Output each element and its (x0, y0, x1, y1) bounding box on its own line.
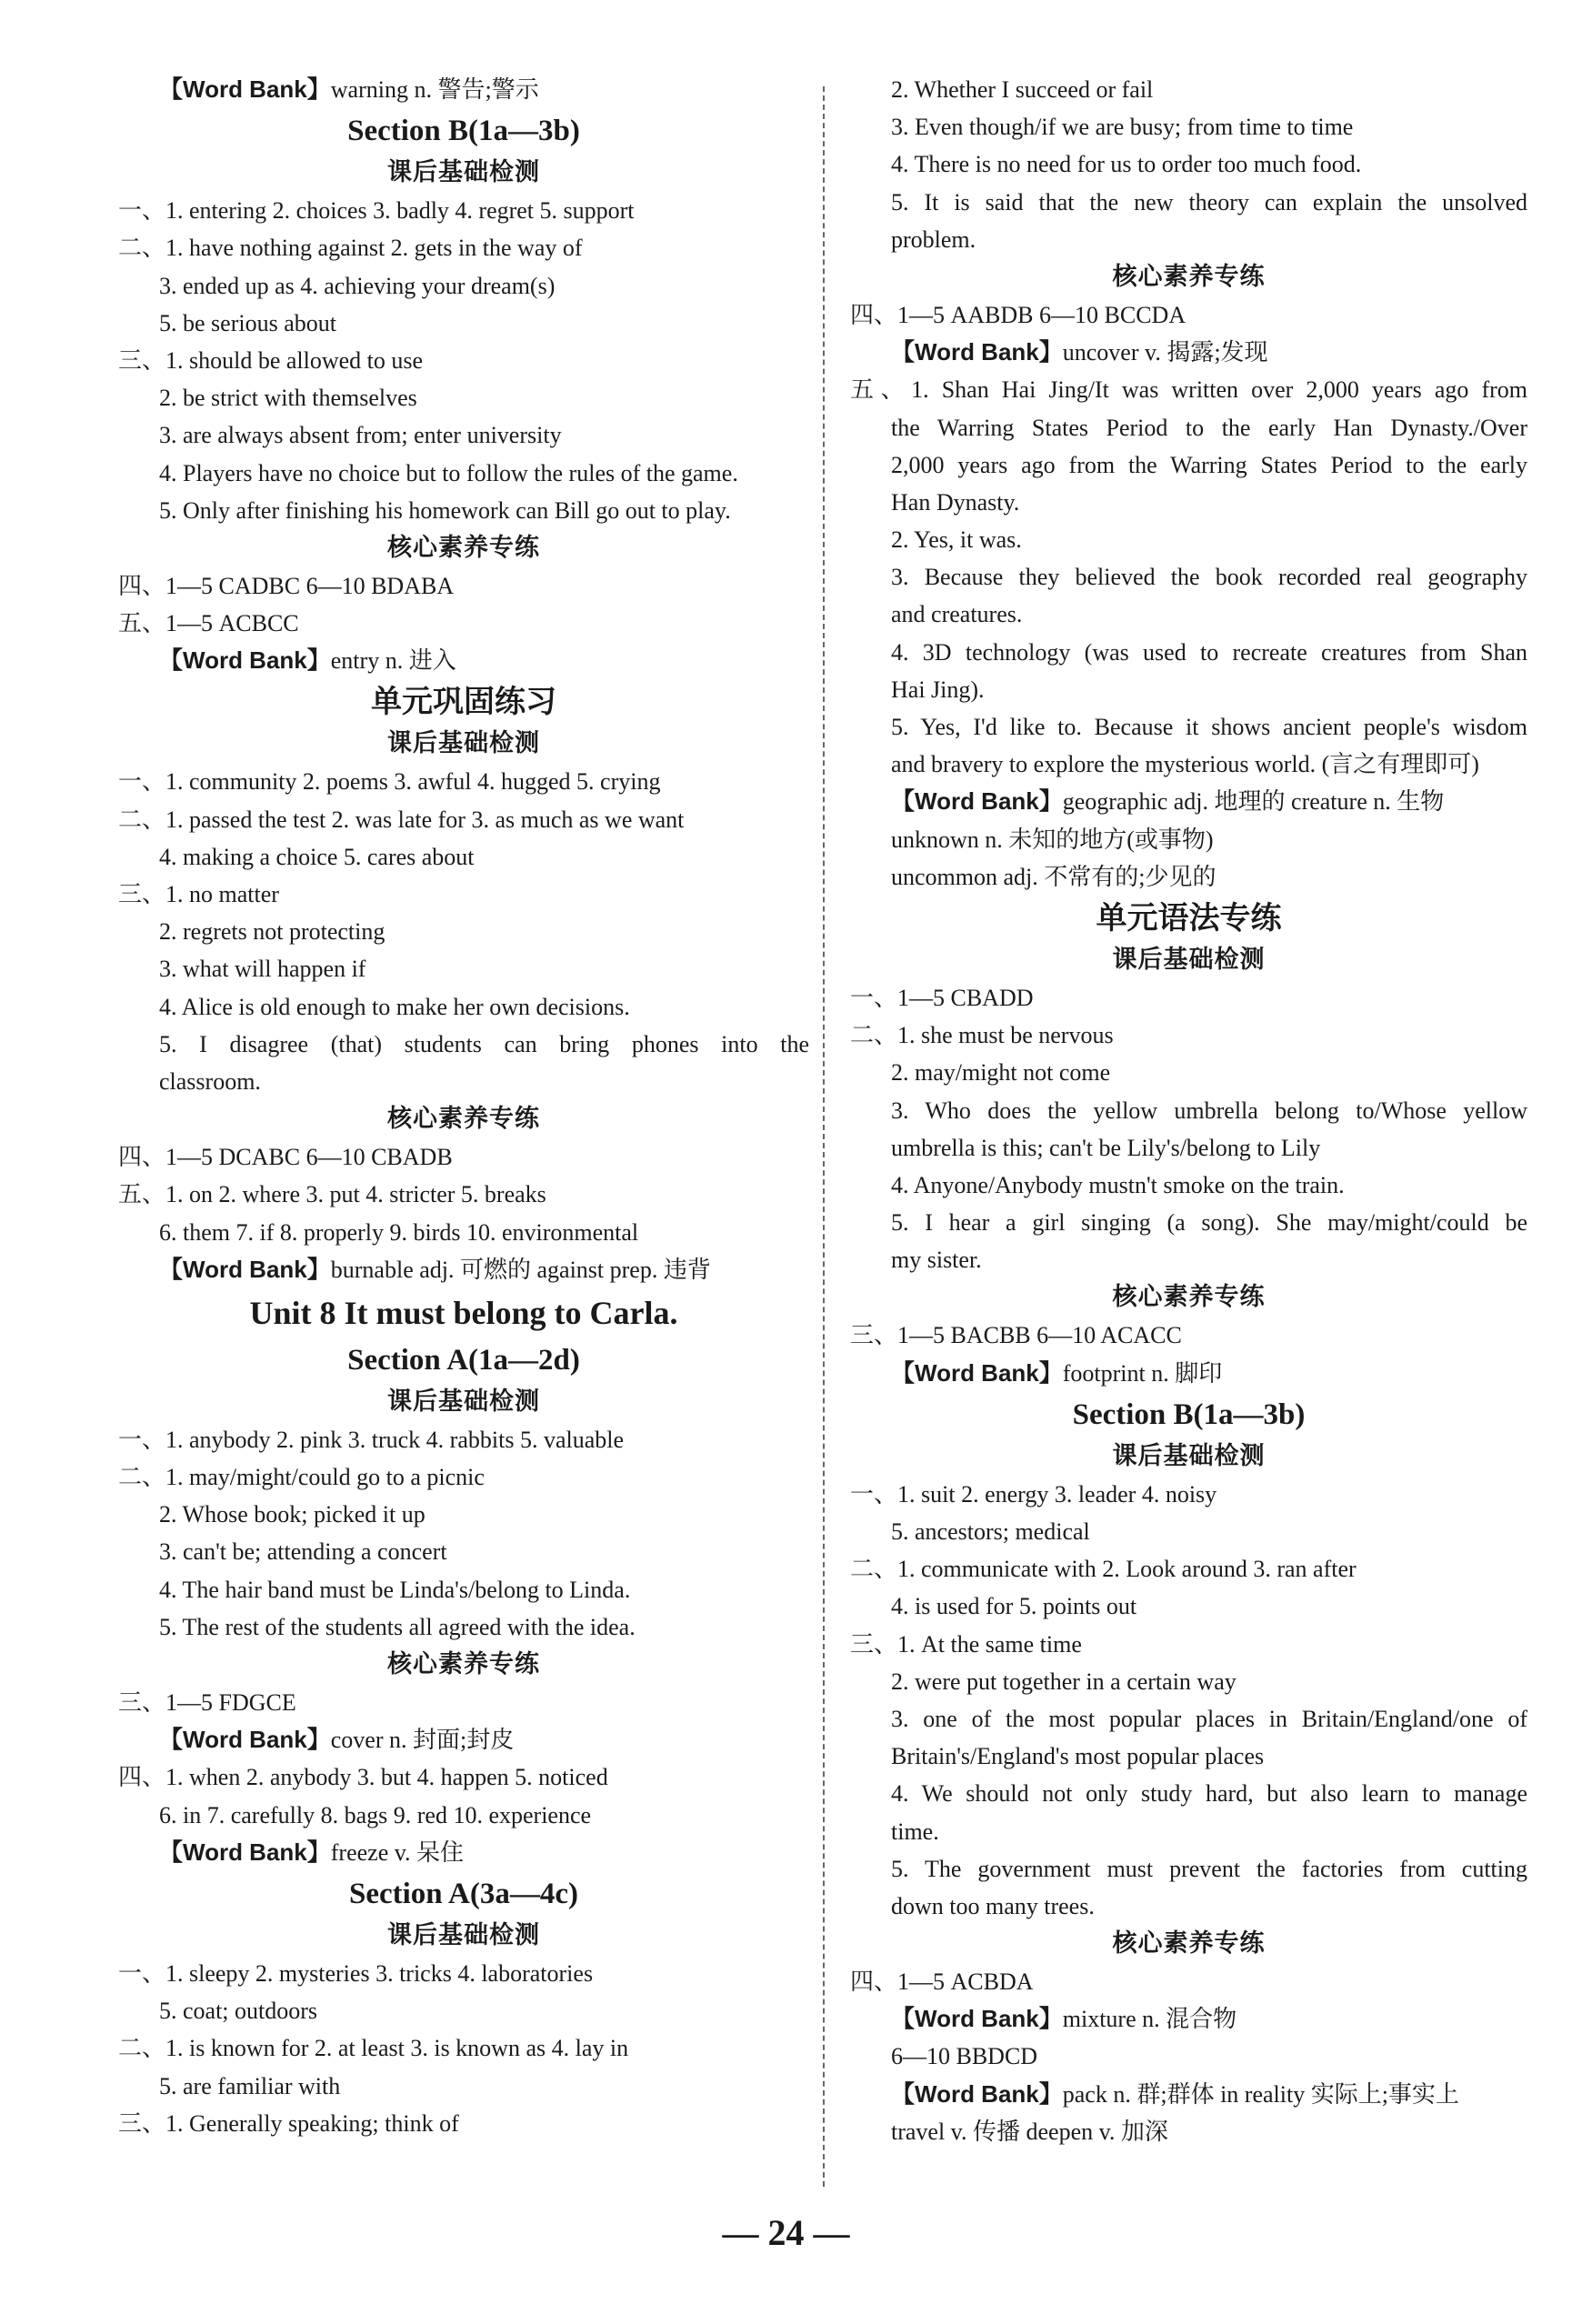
answer-line: 二、1. she must be nervous (850, 1022, 1114, 1049)
word-bank-line (850, 1355, 1527, 1392)
answer-line: Han Dynasty. (891, 488, 1020, 516)
subsection-heading: 核心素养专练 (387, 533, 540, 562)
answer-line: 2. regrets not protecting (159, 918, 385, 946)
answer-line: 二、1. is known for 2. at least 3. is known as 4. lay in (118, 2035, 629, 2062)
answer-line: 6. them 7. if 8. properly 9. birds 10. environmental (159, 1218, 639, 1246)
word-bank-text: entry n. 进入 (330, 647, 456, 675)
word-bank-tag: 【Word Bank】 (159, 75, 331, 103)
answer-line: 3. Even though/if we are busy; from time to time (891, 114, 1354, 141)
answer-line: 五、1. on 2. where 3. put 4. stricter 5. breaks (118, 1181, 546, 1208)
subsection-heading: 核心素养专练 (387, 1650, 540, 1678)
answer-line: and creatures. (891, 601, 1023, 628)
subsection-heading: 课后基础检测 (387, 158, 540, 187)
answer-line: classroom. (159, 1067, 261, 1095)
word-bank-tag: 【Word Bank】 (159, 1726, 331, 1754)
answer-line: 4. Alice is old enough to make her own decisions. (159, 993, 630, 1020)
answer-line: 5. It is said that the new theory can explain the unsolved (891, 188, 1527, 215)
answer-line: 2. may/might not come (891, 1059, 1111, 1087)
answer-line: the Warring States Period to the early Han Dynasty./Over (891, 414, 1527, 441)
word-bank-text: mixture n. 混合物 (1062, 2006, 1237, 2033)
section-heading: Section A(1a—2d) (347, 1343, 580, 1377)
answer-line: 四、1—5 DCABC 6—10 CBADB (118, 1144, 453, 1171)
answer-line: time. (891, 1818, 939, 1845)
word-bank-line: uncommon adj. 不常有的;少见的 (891, 863, 1217, 890)
word-bank-tag: 【Word Bank】 (159, 646, 331, 675)
answer-line: 五、1—5 ACBCC (118, 610, 299, 637)
answer-line: 四、1. when 2. anybody 3. but 4. happen 5. noticed (118, 1764, 608, 1791)
answer-line: 二、1. communicate with 2. Look around 3. ran after (850, 1556, 1357, 1583)
subsection-heading: 核心素养专练 (387, 1105, 540, 1134)
word-bank-text: warning n. 警告;警示 (330, 76, 539, 103)
word-bank-text: uncover v. 揭露;发现 (1062, 339, 1268, 366)
answer-line: 4. Players have no choice but to follow the rules of the game. (159, 459, 738, 486)
answer-line: 3. Who does the yellow umbrella belong to/Whose yellow (891, 1097, 1527, 1124)
answer-line: 2,000 years ago from the Warring States Period to the early (891, 451, 1527, 478)
word-bank-text: footprint n. 脚印 (1062, 1359, 1223, 1387)
left-column (118, 71, 809, 2142)
subsection-heading: 课后基础检测 (387, 1920, 540, 1949)
section-heading: 单元语法专练 (1096, 899, 1282, 937)
answer-line: 4. is used for 5. points out (891, 1593, 1137, 1620)
answer-line: Britain's/England's most popular places (891, 1743, 1265, 1770)
word-bank-tag: 【Word Bank】 (159, 1838, 331, 1866)
answer-line: 一、1—5 CBADD (850, 984, 1034, 1011)
word-bank-line (850, 334, 1527, 371)
subsection-heading: 课后基础检测 (387, 729, 540, 758)
answer-line: 二、1. may/might/could go to a picnic (118, 1464, 485, 1491)
answer-line: 五、1. Shan Hai Jing/It was written over 2,000 years ago from (850, 376, 1527, 404)
answer-line: problem. (891, 225, 976, 253)
answer-line: 5. coat; outdoors (159, 1998, 318, 2025)
answer-line: 三、1—5 BACBB 6—10 ACACC (850, 1322, 1182, 1349)
answer-line: 4. 3D technology (was used to recreate creatures from Shan (891, 638, 1527, 666)
answer-line: 一、1. sleepy 2. mysteries 3. tricks 4. laboratories (118, 1959, 594, 1987)
section-heading: Section B(1a—3b) (347, 115, 580, 148)
subsection-heading: 课后基础检测 (1112, 1441, 1266, 1470)
word-bank-text: pack n. 群;群体 in reality 实际上;事实上 (1062, 2080, 1459, 2108)
answer-line: 3. what will happen if (159, 956, 366, 983)
answer-line: Hai Jing). (891, 676, 985, 703)
subsection-heading: 课后基础检测 (1112, 945, 1266, 974)
answer-line: my sister. (891, 1247, 982, 1274)
word-bank-tag: 【Word Bank】 (891, 1358, 1063, 1387)
answer-line: 5. The government must prevent the factories from cutting (891, 1855, 1527, 1882)
answer-line: 3. are always absent from; enter university (159, 422, 562, 449)
answer-line: 三、1. Generally speaking; think of (118, 2109, 459, 2137)
answer-line: 2. Whose book; picked it up (159, 1501, 426, 1528)
section-heading: Section A(3a—4c) (348, 1877, 579, 1910)
word-bank-line (118, 1721, 809, 1758)
word-bank-tag: 【Word Bank】 (891, 338, 1063, 366)
answer-line: 2. Yes, it was. (891, 526, 1022, 554)
subsection-heading: 核心素养专练 (1112, 1929, 1266, 1958)
answer-line: 一、1. suit 2. energy 3. leader 4. noisy (850, 1480, 1217, 1508)
answer-line: 5. I disagree (that) students can bring phones into the (159, 1030, 809, 1057)
answer-line: 2. Whether I succeed or fail (891, 76, 1154, 103)
answer-line: and bravery to explore the mysterious world. (言之有理即可) (891, 751, 1479, 778)
answer-line: umbrella is this; can't be Lily's/belong to Lily (891, 1134, 1321, 1161)
subsection-heading: 核心素养专练 (1112, 1283, 1266, 1312)
word-bank-tag: 【Word Bank】 (159, 1255, 331, 1283)
word-bank-text: cover n. 封面;封皮 (330, 1727, 515, 1754)
word-bank-line (118, 1834, 809, 1871)
section-heading: Section B(1a—3b) (1072, 1397, 1306, 1431)
answer-line: down too many trees. (891, 1892, 1095, 1919)
answer-line: 三、1. should be allowed to use (118, 346, 424, 374)
answer-line: 3. ended up as 4. achieving your dream(s) (159, 272, 556, 299)
subsection-heading: 课后基础检测 (387, 1387, 540, 1416)
answer-line: 5. I hear a girl singing (a song). She may/might/could be (891, 1209, 1527, 1237)
answer-line: 4. There is no need for us to order too much food. (891, 151, 1362, 178)
answer-line: 3. can't be; attending a concert (159, 1538, 447, 1566)
word-bank-text: burnable adj. 可燃的 against prep. 违背 (330, 1256, 711, 1283)
answer-line: 6—10 BBDCD (891, 2043, 1038, 2070)
word-bank-line: travel v. 传播 deepen v. 加深 (891, 2118, 1168, 2145)
answer-line: 四、1—5 AABDB 6—10 BCCDA (850, 301, 1187, 328)
answer-line: 5. be serious about (159, 309, 336, 336)
word-bank-line (850, 783, 1527, 820)
answer-line: 一、1. anybody 2. pink 3. truck 4. rabbits 5. valuable (118, 1426, 625, 1453)
right-column (850, 71, 1527, 2150)
column-divider (823, 86, 825, 2187)
answer-line: 5. are familiar with (159, 2072, 341, 2099)
answer-line: 一、1. community 2. poems 3. awful 4. hugged 5. crying (118, 768, 661, 796)
unit-title: Unit 8 It must belong to Carla. (249, 1294, 678, 1331)
answer-line: 二、1. have nothing against 2. gets in the way of (118, 235, 583, 262)
word-bank-line: unknown n. 未知的地方(或事物) (891, 826, 1214, 853)
answer-line: 5. The rest of the students all agreed with the idea. (159, 1613, 636, 1640)
word-bank-tag: 【Word Bank】 (891, 2005, 1063, 2033)
word-bank-tag: 【Word Bank】 (891, 2079, 1063, 2108)
answer-line: 三、1. At the same time (850, 1630, 1082, 1658)
answer-line: 3. one of the most popular places in Britain/England/one of (891, 1705, 1527, 1732)
answer-line: 2. be strict with themselves (159, 385, 417, 412)
answer-line: 四、1—5 ACBDA (850, 1968, 1034, 1996)
word-bank-text: geographic adj. 地理的 creature n. 生物 (1062, 788, 1445, 816)
answer-line: 5. Yes, I'd like to. Because it shows ancient people's wisdom (891, 714, 1527, 740)
word-bank-text: freeze v. 呆住 (330, 1838, 465, 1866)
word-bank-line (118, 71, 809, 108)
answer-line: 6. in 7. carefully 8. bags 9. red 10. experience (159, 1801, 592, 1828)
word-bank-tag: 【Word Bank】 (891, 787, 1063, 816)
answer-line: 三、1. no matter (118, 881, 279, 907)
answer-line: 二、1. passed the test 2. was late for 3. as much as we want (118, 806, 685, 833)
answer-line: 3. Because they believed the book recorded real geography (891, 564, 1527, 591)
answer-line: 4. making a choice 5. cares about (159, 843, 475, 870)
word-bank-line (850, 2000, 1527, 2038)
word-bank-line (118, 1251, 809, 1288)
answer-line: 5. ancestors; medical (891, 1518, 1090, 1545)
word-bank-line (850, 2076, 1527, 2113)
page-number: — 24 — (722, 2212, 850, 2253)
answer-line: 三、1—5 FDGCE (118, 1689, 296, 1716)
word-bank-line (118, 642, 809, 679)
section-heading: 单元巩固练习 (371, 684, 556, 721)
answer-line: 2. were put together in a certain way (891, 1668, 1237, 1695)
answer-line: 四、1—5 CADBC 6—10 BDABA (118, 572, 455, 599)
subsection-heading: 核心素养专练 (1112, 262, 1266, 291)
answer-line: 4. The hair band must be Linda's/belong to Linda. (159, 1576, 631, 1603)
answer-line: 4. We should not only study hard, but also learn to manage (891, 1780, 1527, 1808)
answer-line: 一、1. entering 2. choices 3. badly 4. regret 5. support (118, 197, 635, 225)
answer-line: 5. Only after finishing his homework can Bill go out to play. (159, 496, 731, 524)
answer-line: 4. Anyone/Anybody mustn't smoke on the train. (891, 1171, 1345, 1198)
